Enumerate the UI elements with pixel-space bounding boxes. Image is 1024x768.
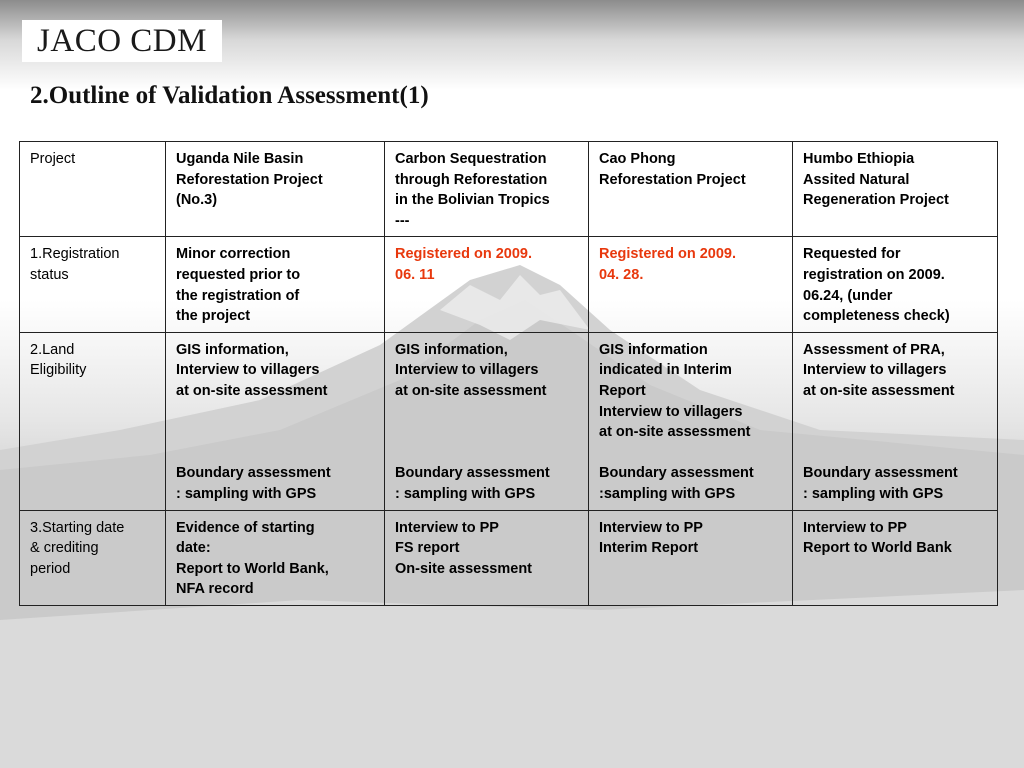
table-cell: GIS information, Interview to villagers at on-site assessment Boundary assessment : sampling with GPS [385, 332, 589, 510]
table-cell: Interview to PP Report to World Bank [793, 510, 998, 605]
table-cell: Evidence of starting date: Report to World Bank, NFA record [166, 510, 385, 605]
logo-text: JACO CDM [37, 22, 207, 59]
table-cell: Interview to PP Interim Report [589, 510, 793, 605]
table-cell: GIS information indicated in Interim Report Interview to villagers at on-site assessment Boundary assessment :sampling with GPS [589, 332, 793, 510]
table-cell: Assessment of PRA, Interview to villagers at on-site assessment Boundary assessment : sampling with GPS [793, 332, 998, 510]
row-label-starting-date: 3.Starting date & crediting period [20, 510, 166, 605]
row-label-registration: 1.Registration status [20, 237, 166, 332]
table-row [20, 332, 998, 510]
header-cell-humbo: Humbo Ethiopia Assited Natural Regeneration Project [793, 142, 998, 237]
header-cell-project: Project [20, 142, 166, 237]
validation-assessment-table [19, 141, 998, 606]
table-cell-highlight: Registered on 2009. 06. 11 [385, 237, 589, 332]
table-cell: GIS information, Interview to villagers at on-site assessment Boundary assessment : sampling with GPS [166, 332, 385, 510]
header-cell-uganda: Uganda Nile Basin Reforestation Project (No.3) [166, 142, 385, 237]
row-label-land-eligibility: 2.Land Eligibility [20, 332, 166, 510]
table-row [20, 510, 998, 605]
page-title: 2.Outline of Validation Assessment(1) [30, 82, 429, 109]
table-cell: Requested for registration on 2009. 06.24, (under completeness check) [793, 237, 998, 332]
logo [22, 20, 222, 62]
header-cell-bolivia: Carbon Sequestration through Reforestation in the Bolivian Tropics --- [385, 142, 589, 237]
table-header-row [20, 142, 998, 237]
table-row [20, 237, 998, 332]
table-cell: Interview to PP FS report On-site assessment [385, 510, 589, 605]
table-cell-highlight: Registered on 2009. 04. 28. [589, 237, 793, 332]
table-cell: Minor correction requested prior to the registration of the project [166, 237, 385, 332]
header-cell-cao-phong: Cao Phong Reforestation Project [589, 142, 793, 237]
